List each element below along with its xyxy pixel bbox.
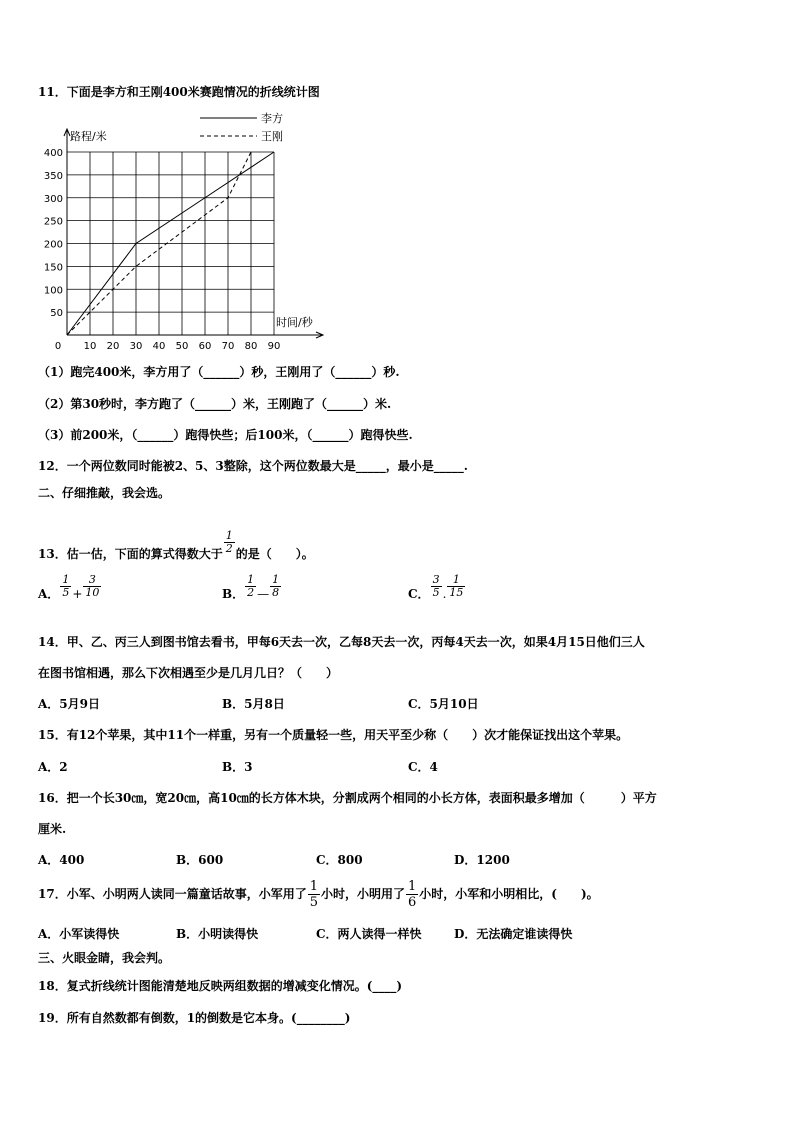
x-tick-label: 20 (106, 341, 120, 350)
q11-line-chart (35, 110, 335, 350)
q15-text: 15．有12个苹果，其中11个一样重，另有一个质量轻一些，用天平至少称（ ）次才能保证找出这个苹果。 (38, 728, 629, 742)
y-tick-label: 200 (43, 239, 63, 251)
operator: — (257, 587, 270, 601)
frac-denominator: 5 (62, 586, 70, 599)
fraction (270, 574, 281, 599)
fraction (245, 574, 256, 599)
q18-text: 18．复式折线统计图能清楚地反映两组数据的增减变化情况。(____) (38, 979, 403, 993)
q15-option-a[interactable]: A．2 (38, 760, 68, 774)
frac-denominator: 6 (408, 895, 417, 910)
x-tick-label: 30 (129, 341, 143, 350)
legend-label: 李方 (261, 112, 283, 125)
q13-pre: 13．估一估，下面的算式得数大于 (38, 547, 223, 561)
q19-text: 19．所有自然数都有倒数，1的倒数是它本身。(________) (38, 1011, 351, 1025)
legend-label: 王刚 (261, 130, 283, 143)
frac-numerator: 1 (272, 573, 280, 586)
fraction (60, 574, 71, 599)
q17-option-a[interactable]: A．小军读得快 (38, 927, 120, 941)
y-tick-label: 50 (50, 308, 63, 320)
y-tick-label: 250 (43, 216, 63, 228)
y-tick-label: 150 (43, 262, 63, 274)
frac-numerator: 1 (408, 879, 417, 894)
section3-heading: 三、火眼金睛，我会判。 (38, 951, 171, 965)
x-tick-label: 60 (198, 341, 212, 350)
q17-fraction-2 (406, 879, 418, 910)
q13-half-fraction (224, 530, 235, 555)
option-label: A． (38, 587, 60, 601)
section2-heading: 二、仔细推敲，我会选。 (38, 486, 171, 500)
frac-numerator: 1 (447, 574, 465, 587)
q14-option-a[interactable]: A．5月9日 (38, 697, 101, 711)
frac-denominator: 8 (272, 586, 280, 599)
q14-line1: 14．甲、乙、丙三人到图书馆去看书，甲每6天去一次，乙每8天去一次，丙每4天去一次，如果4月15日他们三人 (38, 635, 645, 649)
y-tick-label: 350 (43, 170, 63, 182)
x-tick-label: 10 (83, 341, 97, 350)
q13-option-a[interactable] (38, 574, 102, 602)
y-axis-label: 路程/米 (70, 130, 107, 143)
fraction (431, 574, 442, 599)
frac-numerator: 1 (247, 573, 255, 586)
q16-line1: 16．把一个长30㎝，宽20㎝，高10㎝的长方体木块，分割成两个相同的小长方体，表面积最多增加（ ）平方 (38, 791, 657, 805)
q16-line2: 厘米. (38, 822, 67, 836)
y-tick-label: 400 (43, 148, 63, 159)
q11-part3: （3）前200米，（______）跑得快些；后100米，（______）跑得快些. (38, 428, 413, 442)
q13-stem (38, 530, 314, 562)
frac-numerator: 1 (309, 879, 318, 894)
option-label: B． (222, 587, 245, 601)
frac-denominator: 10 (85, 586, 100, 599)
frac-denominator: 2 (225, 542, 233, 555)
q15-option-c[interactable]: C．4 (408, 760, 438, 774)
frac-denominator: 5 (432, 586, 440, 599)
x-tick-label: 40 (152, 341, 166, 350)
frac-numerator: 1 (62, 573, 70, 586)
q16-option-d[interactable]: D．1200 (454, 853, 510, 867)
q14-line2: 在图书馆相遇，那么下次相遇至少是几月几日？（ ） (38, 666, 339, 680)
q16-option-a[interactable]: A．400 (38, 853, 85, 867)
option-label: C． (408, 587, 430, 601)
y-tick-label: 300 (43, 193, 63, 205)
frac-denominator: 5 (309, 895, 318, 910)
q11-part1: （1）跑完400米，李方用了（______）秒，王刚用了（______）秒. (38, 365, 400, 379)
q16-option-b[interactable]: B．600 (176, 853, 224, 867)
frac-numerator: 1 (225, 529, 233, 542)
origin-label: 0 (54, 341, 62, 350)
q17-option-d[interactable]: D．无法确定谁读得快 (454, 927, 573, 941)
fraction (447, 574, 465, 599)
q14-option-c[interactable]: C．5月10日 (408, 697, 479, 711)
q15-option-b[interactable]: B．3 (222, 760, 253, 774)
frac-denominator: 2 (247, 586, 255, 599)
x-tick-label: 90 (267, 341, 281, 350)
frac-numerator: 3 (432, 573, 440, 586)
q11-title: 11．下面是李方和王刚400米赛跑情况的折线统计图 (38, 85, 320, 99)
operator: . (442, 587, 447, 601)
x-axis-label: 时间/秒 (276, 316, 313, 329)
operator: + (72, 587, 83, 601)
x-tick-label: 80 (244, 341, 258, 350)
q17-pre: 17．小军、小明两人读同一篇童话故事，小军用了 (38, 887, 307, 901)
q12-text: 12．一个两位数同时能被2、5、3整除，这个两位数最大是_____，最小是_____. (38, 459, 468, 473)
q17-fraction-1 (308, 879, 320, 910)
x-tick-label: 70 (221, 341, 235, 350)
frac-numerator: 3 (83, 574, 101, 587)
q13-option-c[interactable] (408, 574, 466, 602)
fraction (83, 574, 101, 599)
q13-post: 的是（ ）。 (235, 547, 314, 561)
frac-denominator: 15 (449, 586, 464, 599)
q17-stem (38, 878, 599, 910)
q14-option-b[interactable]: B．5月8日 (222, 697, 285, 711)
x-tick-label: 50 (175, 341, 189, 350)
q11-part2: （2）第30秒时，李方跑了（______）米，王刚跑了（______）米. (38, 397, 392, 411)
y-tick-label: 100 (43, 285, 63, 297)
q17-post: 小时，小军和小明相比，( )。 (419, 887, 599, 901)
q17-option-b[interactable]: B．小明读得快 (176, 927, 259, 941)
q13-option-b[interactable] (222, 574, 282, 602)
q16-option-c[interactable]: C．800 (316, 853, 363, 867)
q17-mid: 小时，小明用了 (320, 887, 405, 901)
q17-option-c[interactable]: C．两人读得一样快 (316, 927, 422, 941)
